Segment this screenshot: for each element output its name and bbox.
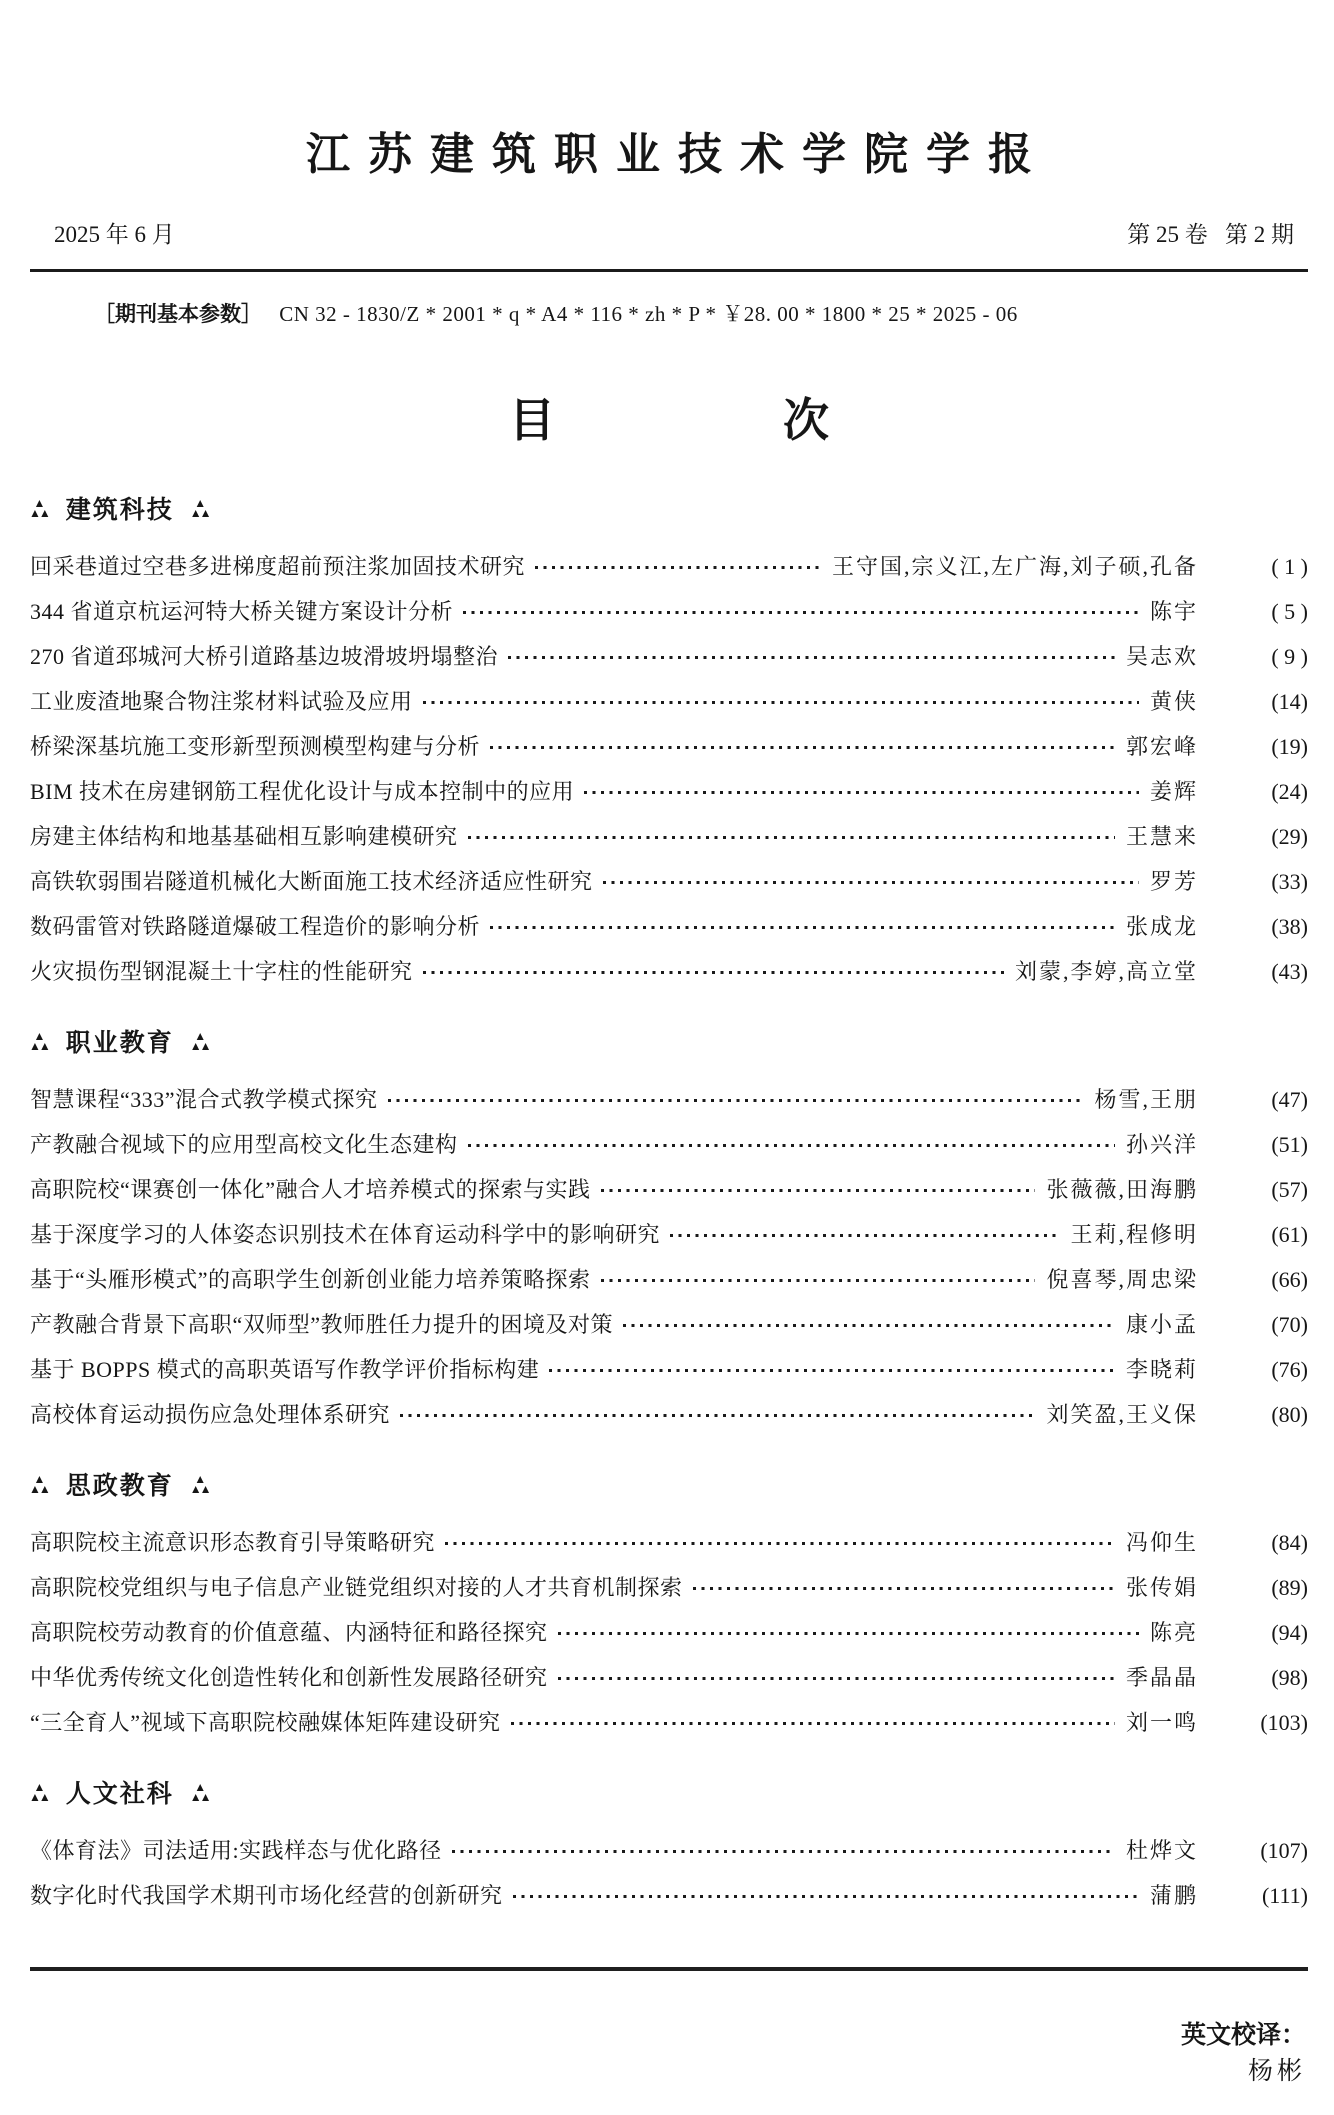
dot-leader bbox=[490, 746, 1115, 749]
article-title: “三全育人”视域下高职院校融媒体矩阵建设研究 bbox=[30, 1710, 501, 1735]
article-title: 344 省道京杭运河特大桥关键方案设计分析 bbox=[30, 599, 454, 624]
article-title: 基于深度学习的人体姿态识别技术在体育运动科学中的影响研究 bbox=[30, 1222, 661, 1247]
dot-leader bbox=[511, 1722, 1115, 1725]
section-article-list bbox=[30, 556, 1308, 983]
triangle-glyph: ▲ bbox=[33, 1472, 46, 1486]
triangle-glyph: ▲ bbox=[194, 1472, 207, 1486]
dot-leader bbox=[558, 1677, 1115, 1680]
article-authors: 张传娟 bbox=[1125, 1575, 1198, 1600]
section-heading bbox=[30, 490, 1308, 526]
toc-article-row bbox=[30, 1134, 1308, 1156]
article-title: 回采巷道过空巷多进梯度超前预注浆加固技术研究 bbox=[30, 554, 526, 579]
section-marker-icon bbox=[189, 1472, 210, 1496]
triangle-glyph: ▲ bbox=[194, 1029, 207, 1043]
toc-article-row bbox=[30, 1089, 1308, 1111]
article-title: 房建主体结构和地基基础相互影响建模研究 bbox=[30, 824, 458, 849]
dot-leader bbox=[535, 566, 821, 569]
article-authors: 季晶晶 bbox=[1125, 1665, 1198, 1690]
section-title: 职业教育 bbox=[65, 1029, 174, 1057]
triangle-glyph: ▲ bbox=[33, 1780, 46, 1794]
article-authors: 冯仰生 bbox=[1125, 1530, 1198, 1555]
triangle-glyph: ▲ bbox=[33, 496, 46, 510]
article-authors: 刘一鸣 bbox=[1125, 1710, 1198, 1735]
dot-leader bbox=[468, 1144, 1115, 1147]
dot-leader bbox=[508, 656, 1115, 659]
toc-section bbox=[30, 1466, 1308, 1734]
article-page-number: (70) bbox=[1271, 1312, 1308, 1337]
article-page-number: (103) bbox=[1260, 1710, 1308, 1735]
english-proofreader-label: 英文校译： bbox=[1180, 2021, 1306, 2049]
article-page-number: (43) bbox=[1271, 959, 1308, 984]
toc-title-char-right: 次 bbox=[783, 394, 829, 446]
article-title: 高职院校党组织与电子信息产业链党组织对接的人才共育机制探索 bbox=[30, 1575, 683, 1600]
section-marker-icon bbox=[189, 496, 210, 520]
journal-parameters-value: CN 32 - 1830/Z * 2001 * q * A4 * 116 * zh * P * ￥28. 00 * 1800 * 25 * 2025 - 06 bbox=[279, 302, 1018, 326]
journal-parameters-label: ［期刊基本参数］ bbox=[94, 303, 262, 326]
article-page-number: (29) bbox=[1271, 824, 1308, 849]
article-page-number: (19) bbox=[1271, 734, 1308, 759]
article-authors: 刘蒙,李婷,高立堂 bbox=[1014, 959, 1198, 984]
dot-leader bbox=[388, 1099, 1084, 1102]
toc-article-row bbox=[30, 1179, 1308, 1201]
article-title: 高校体育运动损伤应急处理体系研究 bbox=[30, 1402, 391, 1427]
article-page-number: (51) bbox=[1271, 1132, 1308, 1157]
toc-article-row bbox=[30, 1840, 1308, 1862]
toc-title bbox=[30, 384, 1308, 450]
toc-article-row bbox=[30, 646, 1308, 668]
article-title: 工业废渣地聚合物注浆材料试验及应用 bbox=[30, 689, 413, 714]
article-title: BIM 技术在房建钢筋工程优化设计与成本控制中的应用 bbox=[30, 779, 575, 804]
triangle-glyph: ▲ bbox=[194, 1780, 207, 1794]
page-footer bbox=[30, 1967, 1308, 2115]
article-title: 《体育法》司法适用:实践样态与优化路径 bbox=[30, 1838, 442, 1863]
article-authors: 杜烨文 bbox=[1125, 1838, 1198, 1863]
article-page-number: (111) bbox=[1261, 1883, 1308, 1908]
article-authors: 杨雪,王朋 bbox=[1094, 1087, 1198, 1112]
article-page-number: (98) bbox=[1271, 1665, 1308, 1690]
section-heading bbox=[30, 1466, 1308, 1502]
article-title: 桥梁深基坑施工变形新型预测模型构建与分析 bbox=[30, 734, 481, 759]
article-authors: 姜辉 bbox=[1149, 779, 1198, 804]
article-authors: 陈宇 bbox=[1149, 599, 1198, 624]
article-title: 产教融合视域下的应用型高校文化生态建构 bbox=[30, 1132, 458, 1157]
article-page-number: (94) bbox=[1271, 1620, 1308, 1645]
article-authors: 陈亮 bbox=[1149, 1620, 1198, 1645]
triangle-glyph: ▲▲ bbox=[189, 1790, 210, 1804]
journal-title: 江苏建筑职业技术学院学报 bbox=[306, 130, 1050, 179]
article-title: 270 省道邳城河大桥引道路基边坡滑坡坍塌整治 bbox=[30, 644, 499, 669]
article-title: 火灾损伤型钢混凝土十字柱的性能研究 bbox=[30, 959, 413, 984]
toc-article-row bbox=[30, 1532, 1308, 1554]
article-title: 产教融合背景下高职“双师型”教师胜任力提升的困境及对策 bbox=[30, 1312, 614, 1337]
toc-article-row bbox=[30, 1667, 1308, 1689]
triangle-glyph: ▲▲ bbox=[29, 506, 49, 520]
article-authors: 罗芳 bbox=[1149, 869, 1198, 894]
toc-article-row bbox=[30, 556, 1308, 578]
article-page-number: (66) bbox=[1271, 1267, 1308, 1292]
article-title: 高职院校“课赛创一体化”融合人才培养模式的探索与实践 bbox=[30, 1177, 591, 1202]
dot-leader bbox=[549, 1369, 1115, 1372]
toc-article-row bbox=[30, 601, 1308, 623]
dot-leader bbox=[601, 1279, 1036, 1282]
english-proofreader-line bbox=[30, 1987, 1308, 2115]
toc-section bbox=[30, 1774, 1308, 1907]
article-title: 中华优秀传统文化创造性转化和创新性发展路径研究 bbox=[30, 1665, 548, 1690]
triangle-glyph: ▲▲ bbox=[29, 1482, 49, 1496]
article-authors: 康小孟 bbox=[1125, 1312, 1198, 1337]
article-page-number: ( 1 ) bbox=[1271, 554, 1308, 579]
article-page-number: (76) bbox=[1271, 1357, 1308, 1382]
article-authors: 黄侠 bbox=[1149, 689, 1198, 714]
article-authors: 蒲鹏 bbox=[1149, 1883, 1198, 1908]
toc-article-row bbox=[30, 1712, 1308, 1734]
toc-article-row bbox=[30, 871, 1308, 893]
article-title: 高职院校主流意识形态教育引导策略研究 bbox=[30, 1530, 436, 1555]
article-authors: 吴志欢 bbox=[1125, 644, 1198, 669]
toc-article-row bbox=[30, 1359, 1308, 1381]
section-marker-icon bbox=[29, 1780, 49, 1804]
toc-article-row bbox=[30, 1269, 1308, 1291]
toc-section bbox=[30, 490, 1308, 983]
triangle-glyph: ▲ bbox=[194, 496, 207, 510]
toc-article-row bbox=[30, 1224, 1308, 1246]
article-authors: 王慧来 bbox=[1125, 824, 1198, 849]
volume-issue: 第 25 卷 第 2 期 bbox=[1127, 222, 1294, 247]
dot-leader bbox=[693, 1587, 1115, 1590]
dot-leader bbox=[400, 1414, 1035, 1417]
footer-rule bbox=[30, 1967, 1308, 1971]
toc-title-char-left: 目 bbox=[509, 394, 555, 446]
article-page-number: (38) bbox=[1271, 914, 1308, 939]
triangle-glyph: ▲▲ bbox=[189, 1482, 210, 1496]
section-heading bbox=[30, 1774, 1308, 1810]
section-heading bbox=[30, 1023, 1308, 1059]
triangle-glyph: ▲ bbox=[33, 1029, 46, 1043]
article-title: 智慧课程“333”混合式教学模式探究 bbox=[30, 1087, 378, 1112]
article-authors: 刘笑盈,王义保 bbox=[1046, 1402, 1198, 1427]
section-marker-icon bbox=[29, 1029, 49, 1053]
dot-leader bbox=[423, 971, 1004, 974]
section-article-list bbox=[30, 1089, 1308, 1426]
header-rule bbox=[30, 269, 1308, 272]
dot-leader bbox=[623, 1324, 1115, 1327]
toc-section bbox=[30, 1023, 1308, 1426]
section-marker-icon bbox=[29, 496, 49, 520]
journal-parameters bbox=[94, 298, 1308, 328]
dateline bbox=[30, 216, 1308, 249]
article-page-number: (33) bbox=[1271, 869, 1308, 894]
dot-leader bbox=[603, 881, 1139, 884]
article-page-number: (14) bbox=[1271, 689, 1308, 714]
dot-leader bbox=[463, 611, 1139, 614]
article-authors: 王莉,程修明 bbox=[1070, 1222, 1198, 1247]
article-authors: 孙兴洋 bbox=[1125, 1132, 1198, 1157]
article-page-number: (61) bbox=[1271, 1222, 1308, 1247]
toc-article-row bbox=[30, 781, 1308, 803]
triangle-glyph: ▲▲ bbox=[189, 506, 210, 520]
article-authors: 王守国,宗义江,左广海,刘子硕,孔备 bbox=[831, 554, 1198, 579]
article-title: 数码雷管对铁路隧道爆破工程造价的影响分析 bbox=[30, 914, 481, 939]
section-article-list bbox=[30, 1840, 1308, 1907]
dot-leader bbox=[513, 1895, 1139, 1898]
article-authors: 倪喜琴,周忠梁 bbox=[1046, 1267, 1198, 1292]
triangle-glyph: ▲▲ bbox=[29, 1790, 49, 1804]
article-title: 基于 BOPPS 模式的高职英语写作教学评价指标构建 bbox=[30, 1357, 540, 1382]
article-page-number: ( 9 ) bbox=[1271, 644, 1308, 669]
dot-leader bbox=[445, 1542, 1115, 1545]
toc-article-row bbox=[30, 1885, 1308, 1907]
dot-leader bbox=[558, 1632, 1139, 1635]
article-title: 高职院校劳动教育的价值意蕴、内涵特征和路径探究 bbox=[30, 1620, 548, 1645]
issue-date: 2025 年 6 月 bbox=[54, 222, 175, 247]
dot-leader bbox=[490, 926, 1115, 929]
dot-leader bbox=[468, 836, 1115, 839]
dot-leader bbox=[670, 1234, 1059, 1237]
section-article-list bbox=[30, 1532, 1308, 1734]
section-title: 建筑科技 bbox=[65, 496, 174, 524]
section-marker-icon bbox=[189, 1029, 210, 1053]
section-marker-icon bbox=[189, 1780, 210, 1804]
article-page-number: (24) bbox=[1271, 779, 1308, 804]
article-page-number: (89) bbox=[1271, 1575, 1308, 1600]
toc-article-row bbox=[30, 826, 1308, 848]
toc-sections bbox=[30, 490, 1308, 1907]
article-authors: 李晓莉 bbox=[1125, 1357, 1198, 1382]
article-page-number: (57) bbox=[1271, 1177, 1308, 1202]
section-title: 思政教育 bbox=[65, 1472, 174, 1500]
article-title: 基于“头雁形模式”的高职学生创新创业能力培养策略探索 bbox=[30, 1267, 591, 1292]
toc-article-row bbox=[30, 1622, 1308, 1644]
section-title: 人文社科 bbox=[65, 1780, 174, 1808]
article-authors: 张薇薇,田海鹏 bbox=[1046, 1177, 1198, 1202]
article-page-number: (84) bbox=[1271, 1530, 1308, 1555]
article-authors: 张成龙 bbox=[1125, 914, 1198, 939]
dot-leader bbox=[423, 701, 1139, 704]
toc-article-row bbox=[30, 1577, 1308, 1599]
article-page-number: (47) bbox=[1271, 1087, 1308, 1112]
article-title: 高铁软弱围岩隧道机械化大断面施工技术经济适应性研究 bbox=[30, 869, 593, 894]
toc-article-row bbox=[30, 916, 1308, 938]
toc-article-row bbox=[30, 691, 1308, 713]
article-page-number: ( 5 ) bbox=[1271, 599, 1308, 624]
dot-leader bbox=[452, 1850, 1115, 1853]
toc-article-row bbox=[30, 961, 1308, 983]
article-title: 数字化时代我国学术期刊市场化经营的创新研究 bbox=[30, 1883, 503, 1908]
article-page-number: (107) bbox=[1260, 1838, 1308, 1863]
article-page-number: (80) bbox=[1271, 1402, 1308, 1427]
triangle-glyph: ▲▲ bbox=[29, 1039, 49, 1053]
toc-article-row bbox=[30, 1314, 1308, 1336]
english-proofreader-name: 杨彬 bbox=[1247, 2058, 1306, 2085]
dot-leader bbox=[584, 791, 1139, 794]
dot-leader bbox=[601, 1189, 1036, 1192]
article-authors: 郭宏峰 bbox=[1125, 734, 1198, 759]
toc-article-row bbox=[30, 736, 1308, 758]
toc-article-row bbox=[30, 1404, 1308, 1426]
triangle-glyph: ▲▲ bbox=[189, 1039, 210, 1053]
section-marker-icon bbox=[29, 1472, 49, 1496]
